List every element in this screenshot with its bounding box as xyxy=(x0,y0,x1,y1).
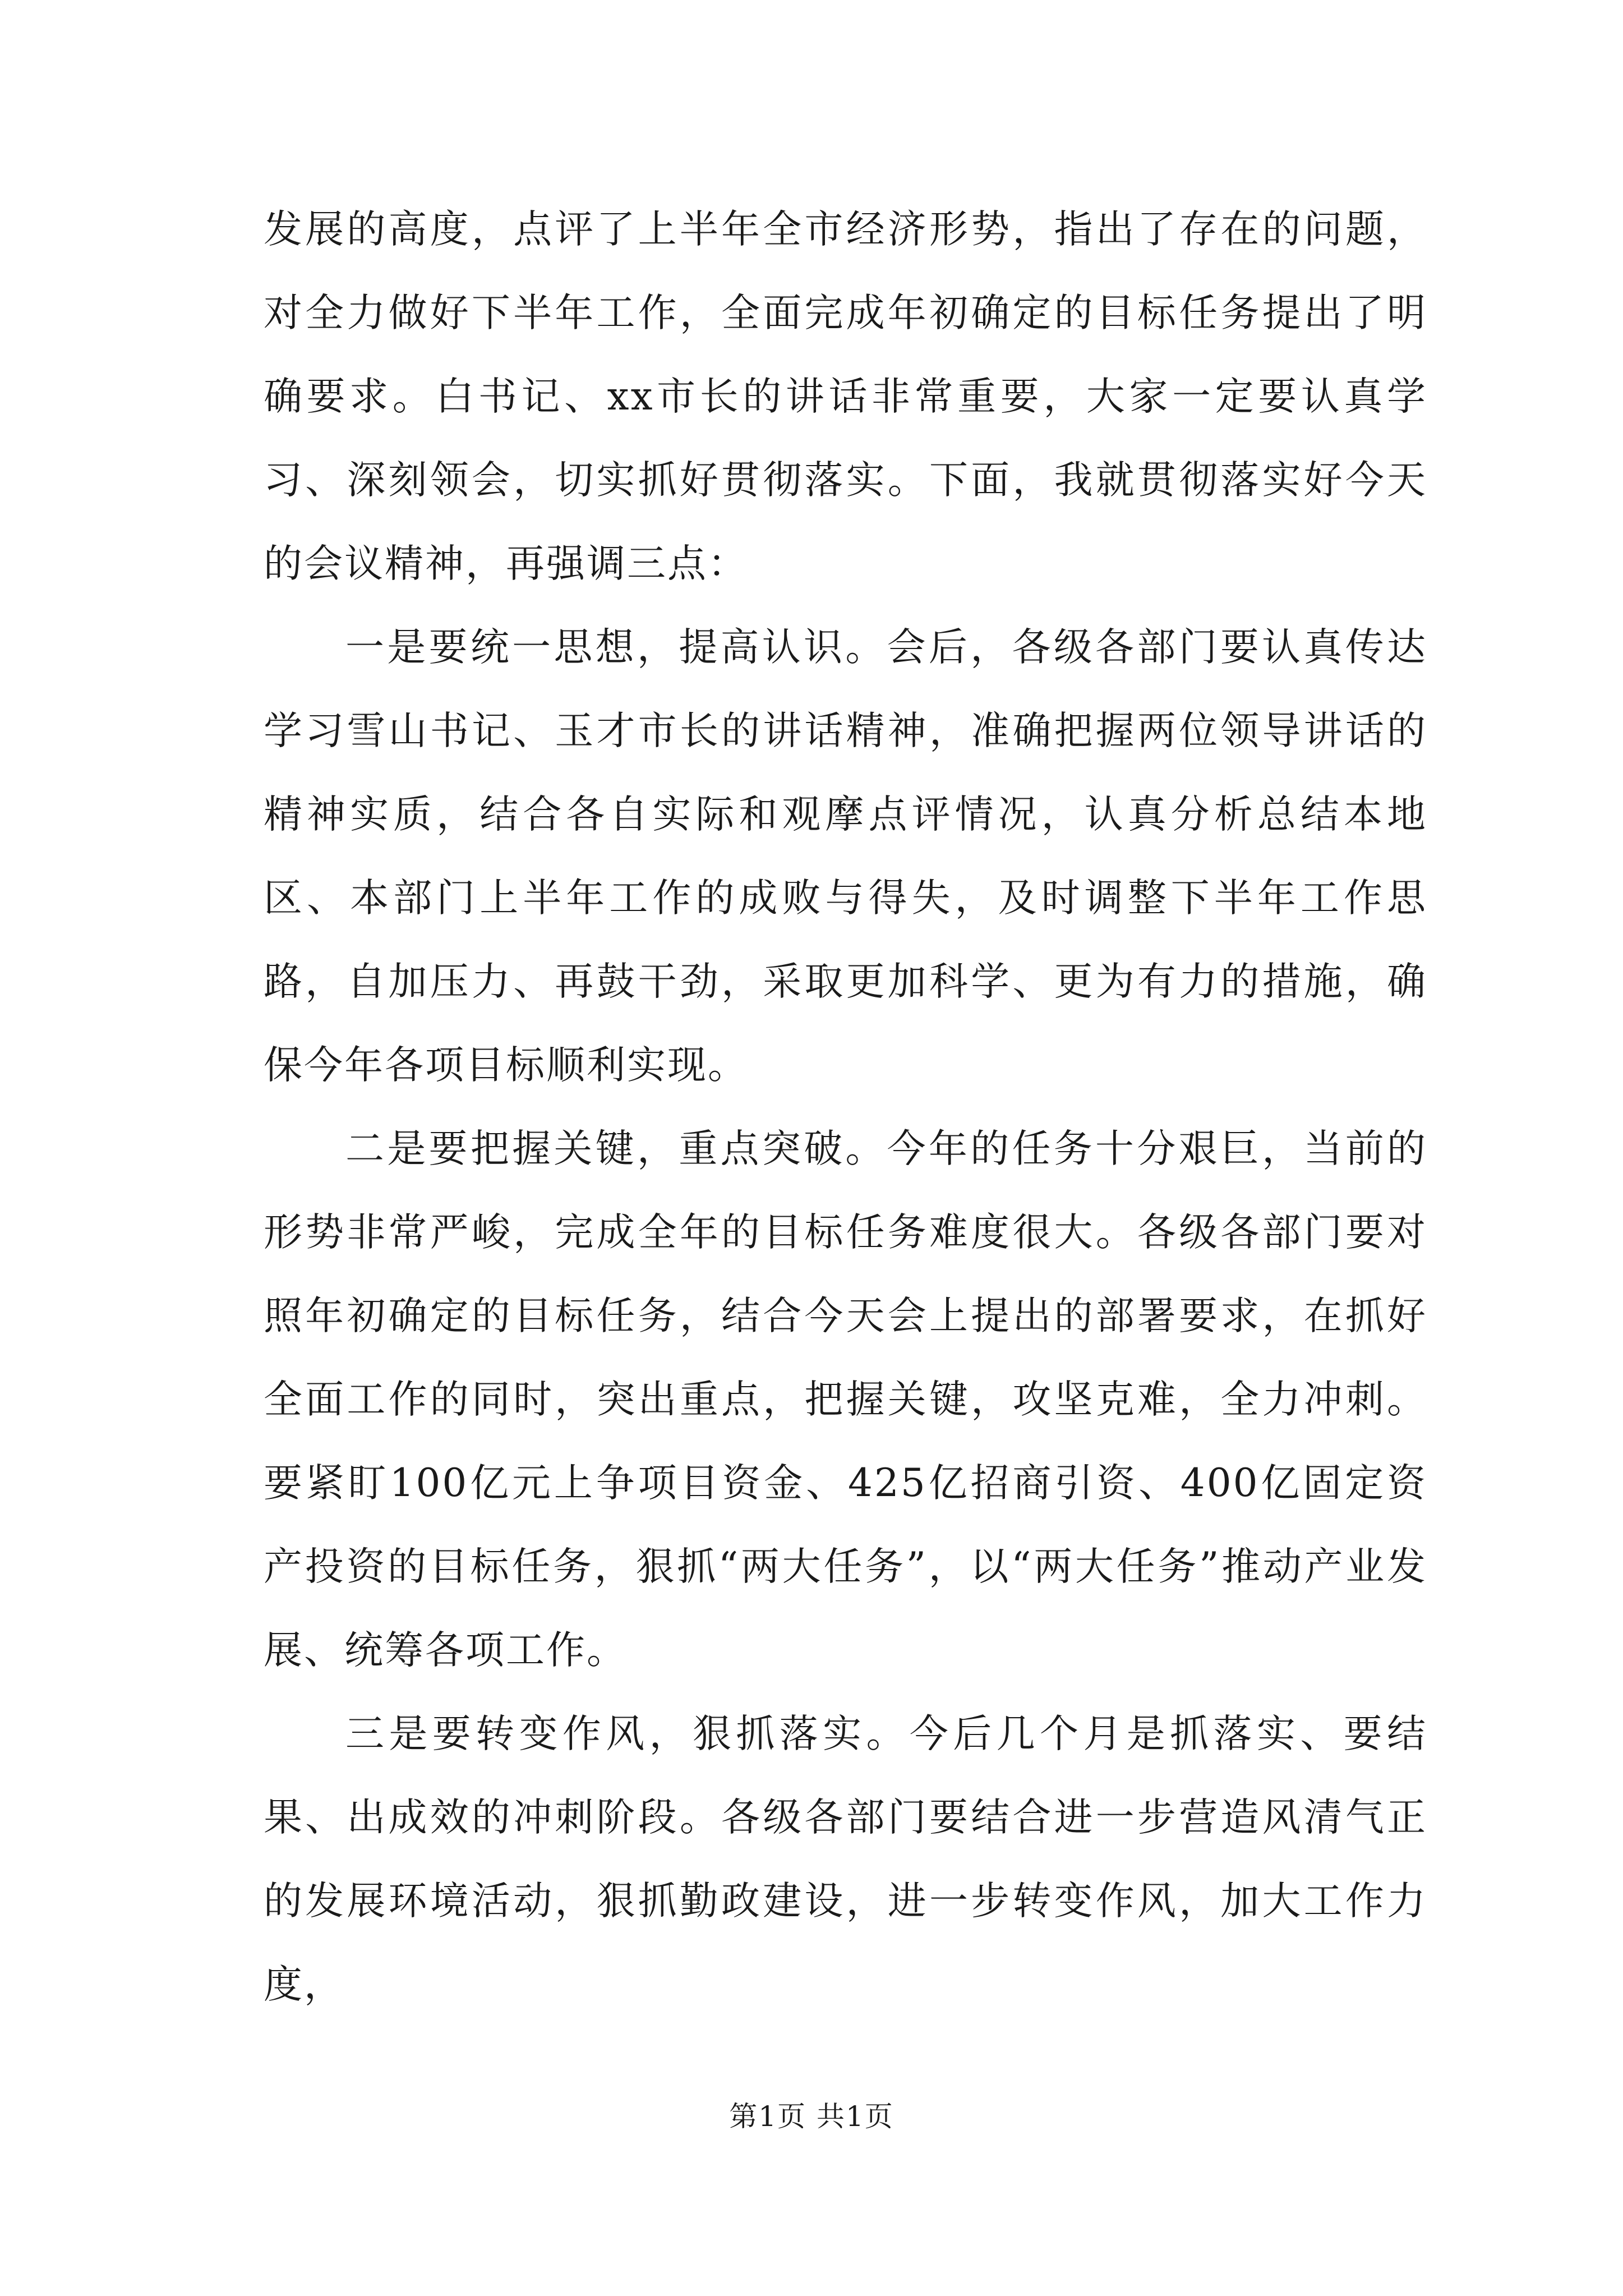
paragraph-point-one: 一是要统一思想，提高认识。会后，各级各部门要认真传达学习雪山书记、玉才市长的讲话精神，准确把握两位领导讲话的精神实质，结合各自实际和观摩点评情况，认真分析总结本地区、本部门上半年工作的成败与得失，及时调整下半年工作思路，自加压力、再鼓干劲，采取更加科学、更为有力的措施，确保今年各项目标顺利实现。 xyxy=(264,625,1427,1088)
document-body xyxy=(264,188,1427,2027)
paragraph-point-three: 三是要转变作风，狠抓落实。今后几个月是抓落实、要结果、出成效的冲刺阶段。各级各部门要结合进一步营造风清气正的发展环境活动，狠抓勤政建设，进一步转变作风，加大工作力度， xyxy=(264,1711,1427,2007)
page-footer: 第1页 共1页 xyxy=(729,2100,894,2133)
paragraph-point-two: 二是要把握关键，重点突破。今年的任务十分艰巨，当前的形势非常严峻，完成全年的目标任务难度很大。各级各部门要对照年初确定的目标任务，结合今天会上提出的部署要求，在抓好全面工作的同时，突出重点，把握关键，攻坚克难，全力冲刺。要紧盯100亿元上争项目资金、425亿招商引资、400亿固定资产投资的目标任务，狠抓“两大任务”，以“两大任务”推动产业发展、统筹各项工作。 xyxy=(264,1126,1427,1673)
paragraph-intro: 发展的高度，点评了上半年全市经济形势，指出了存在的问题，对全力做好下半年工作，全面完成年初确定的目标任务提出了明确要求。白书记、xx市长的讲话非常重要，大家一定要认真学习、深刻领会，切实抓好贯彻落实。下面，我就贯彻落实好今天的会议精神，再强调三点： xyxy=(264,207,1427,586)
